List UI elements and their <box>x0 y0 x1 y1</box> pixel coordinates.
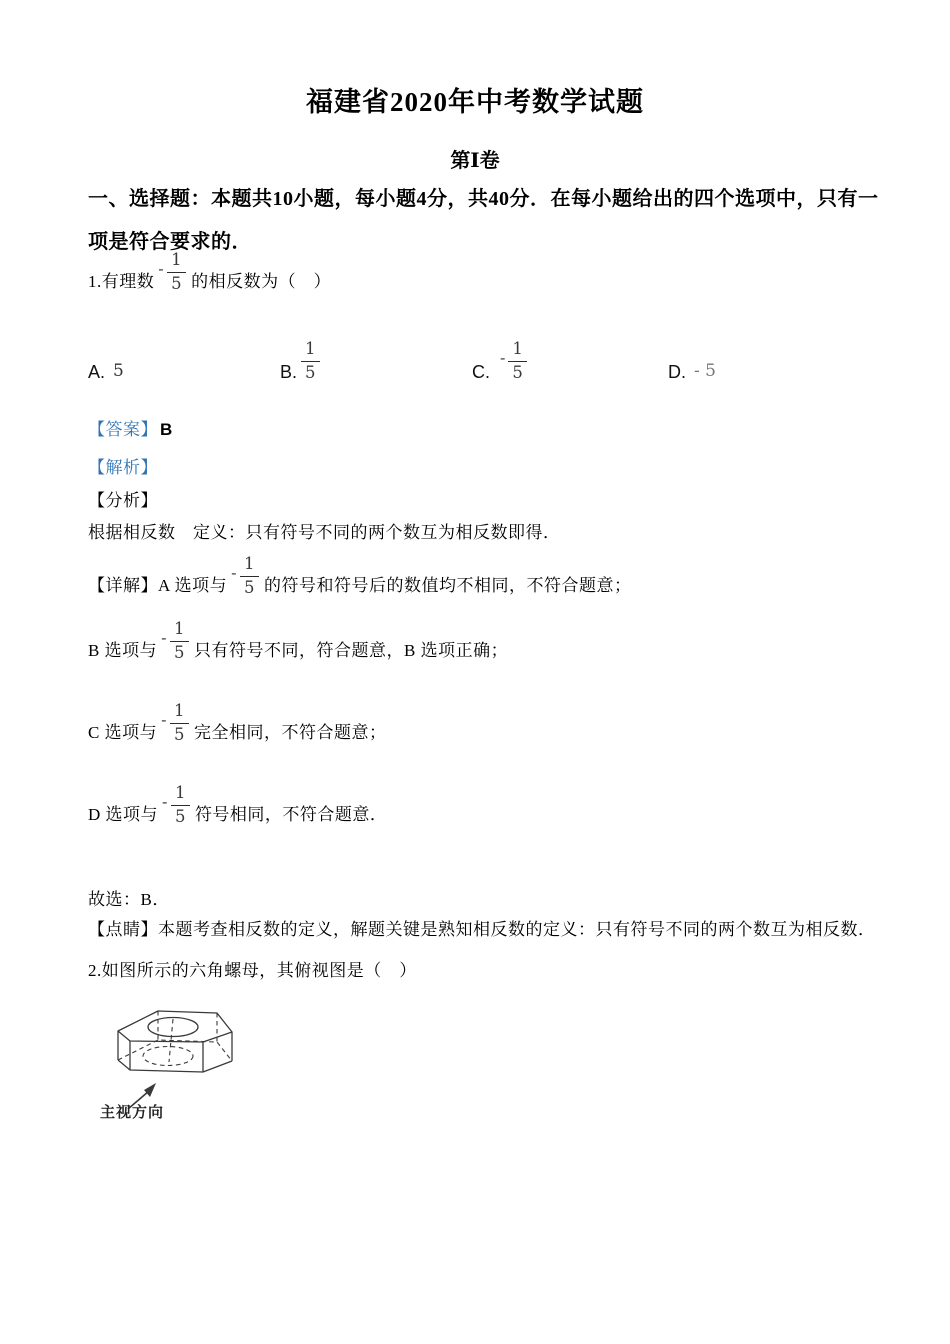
fraction-numerator: 1 <box>167 252 186 273</box>
view-direction-arrowhead <box>144 1083 156 1097</box>
fenxi-header: 【分析】 <box>88 491 158 510</box>
analysis-header: 【解析】 <box>88 458 158 477</box>
detail-b-prefix: B 选项与 <box>88 641 158 661</box>
fraction-denominator: 5 <box>171 273 183 293</box>
detail-a-suffix: 的符号和符号后的数值均不相同，不符合题意； <box>264 576 632 596</box>
page-title: 福建省2020年中考数学试题 <box>306 87 644 117</box>
option-c-fraction: - 1 5 <box>500 341 527 381</box>
option-d <box>668 335 716 381</box>
detail-line-b: B 选项与 - 1 5 只有符号不同，符合题意，B 选项正确； <box>88 619 509 662</box>
note-label: 【点睛】 <box>88 920 158 939</box>
hex-nut-figure <box>100 998 245 1113</box>
answer-value: B <box>160 420 173 439</box>
section-instructions-line2: 项是符合要求的． <box>88 231 252 253</box>
fraction-neg-one-fifth <box>158 252 186 292</box>
detail-b-suffix: 只有符号不同，符合题意，B 选项正确； <box>194 641 509 661</box>
note-text: 本题考查相反数的定义，解题关键是熟知相反数的定义：只有符号不同的两个数互为相反数． <box>158 920 876 939</box>
detail-label: 【详解】 <box>88 576 158 596</box>
option-a-label: A. <box>88 362 106 382</box>
volume-heading: 第Ⅰ卷 <box>450 150 500 172</box>
figure-caption: 主视方向 <box>100 1104 165 1121</box>
conclusion-text: 故选：B． <box>88 890 170 909</box>
option-a <box>88 335 124 381</box>
section-instructions-line1: 一、选择题：本题共10小题，每小题4分，共40分．在每小题给出的四个选项中，只有一 <box>88 188 879 210</box>
question-2-stem: 2.如图所示的六角螺母，其俯视图是（ ） <box>88 961 417 980</box>
option-d-label: D. <box>668 362 686 382</box>
answer-row <box>88 420 173 440</box>
question-1-suffix: 的相反数为（ ） <box>191 272 332 292</box>
option-c <box>472 335 532 381</box>
option-c-label: C. <box>472 362 490 382</box>
nut-bottom-hole <box>143 1047 193 1066</box>
option-b <box>280 335 325 381</box>
option-b-label: B. <box>280 362 298 382</box>
answer-label: 【答案】 <box>88 420 158 439</box>
detail-a-prefix: A 选项与 <box>158 576 228 596</box>
detail-c-suffix: 完全相同，不符合题意； <box>194 723 387 743</box>
question-1-stem <box>88 252 331 292</box>
nut-top-face <box>118 1011 232 1042</box>
detail-line-a: 【详解】 A 选项与 - 1 5 的符号和符号后的数值均不相同，不符合题意； <box>88 554 632 597</box>
option-a-value: 5 <box>113 361 124 382</box>
detail-d-prefix: D 选项与 <box>88 805 159 825</box>
note-row <box>88 920 876 940</box>
option-d-value: - 5 <box>694 361 716 382</box>
question-1-prefix: 1.有理数 <box>88 272 155 292</box>
detail-line-c: C 选项与 - 1 5 完全相同，不符合题意； <box>88 701 387 744</box>
fraction-minus-sign: - <box>158 259 165 278</box>
option-b-fraction: 1 5 <box>301 341 320 381</box>
fenxi-text: 根据相反数 定义：只有符号不同的两个数互为相反数即得． <box>88 523 561 542</box>
detail-c-prefix: C 选项与 <box>88 723 158 743</box>
detail-d-suffix: 符号相同，不符合题意． <box>194 805 388 825</box>
detail-line-d: D 选项与 - 1 5 符号相同，不符合题意． <box>88 783 388 826</box>
